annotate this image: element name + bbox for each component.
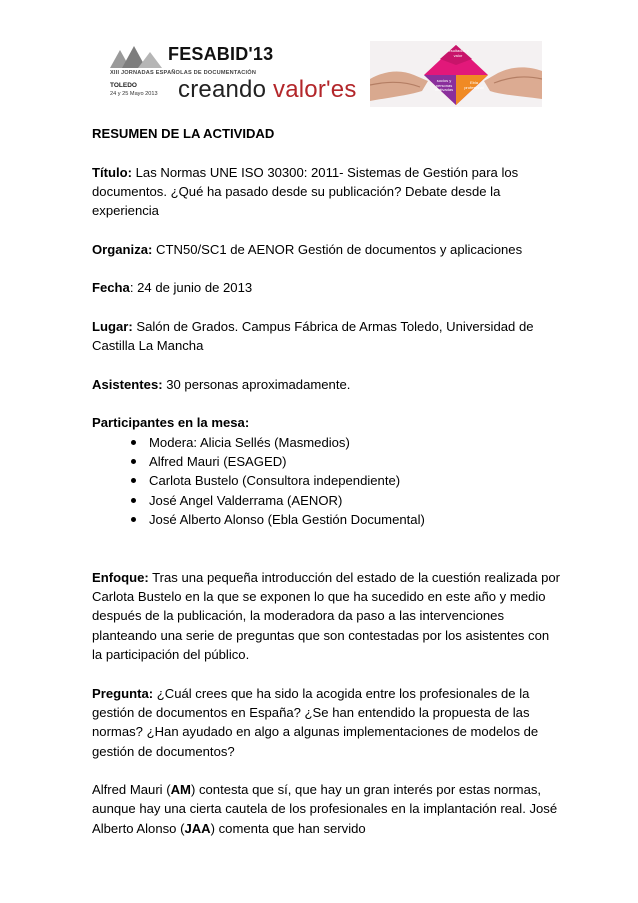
list-item: José Alberto Alonso (Ebla Gestión Documental): [149, 510, 562, 529]
blank-line: [92, 529, 562, 548]
logo-title: FESABID'13: [168, 44, 274, 64]
enfoque-text: Tras una pequeña introducción del estado de la cuestión realizada por Carlota Bustelo en la que se exponen lo que ha sucedido en este año y medio después de la publicación, la moderadora da paso a las intervenciones planteando una serie de preguntas que son contestadas por los asistentes con la participación del público.: [92, 569, 561, 663]
asistentes-text: 30 personas aproximadamente.: [162, 376, 351, 392]
organiza-paragraph: [92, 240, 562, 259]
fecha-text: : 24 de junio de 2013: [129, 280, 253, 296]
participantes-label: Participantes en la mesa:: [92, 415, 250, 431]
banner-label-2: socios y personas motivadas: [434, 78, 454, 92]
tagline-part-1: creando: [178, 76, 273, 103]
banner-label-1: resultados y valor: [447, 48, 469, 58]
banner-label-3: Ebla profesional: [464, 80, 484, 90]
event-header: [108, 38, 540, 110]
enfoque-label: Enfoque:: [92, 569, 149, 585]
pregunta-paragraph: [92, 684, 562, 761]
event-dates: 24 y 25 Mayo 2013: [110, 91, 158, 97]
tagline-part-2: valor'es: [273, 76, 357, 103]
jaa-abbrev: JAA: [184, 820, 211, 836]
participantes-section: [92, 413, 562, 529]
pregunta-label: Pregunta:: [92, 685, 154, 701]
titulo-paragraph: [92, 163, 562, 221]
respuesta-text-b: ) contesta que sí, que hay un gran interés por estas normas, aunque hay una cierta cautela de los profesionales en la implantación real. José Alberto Alonso (: [92, 782, 558, 836]
titulo-label: Título:: [92, 164, 132, 180]
asistentes-paragraph: [92, 375, 562, 394]
list-item: Alfred Mauri (ESAGED): [149, 452, 562, 471]
document-body: [92, 124, 562, 857]
hands-banner-image: [370, 41, 542, 107]
blank-line: [92, 549, 562, 568]
organiza-text: CTN50/SC1 de AENOR Gestión de documentos y aplicaciones: [152, 241, 523, 257]
fesabid-logo-icon: [110, 46, 166, 68]
lugar-paragraph: [92, 317, 562, 356]
organiza-label: Organiza:: [92, 241, 153, 257]
list-item: Carlota Bustelo (Consultora independiente): [149, 471, 562, 490]
fecha-paragraph: [92, 278, 562, 297]
respuesta-text-a: Alfred Mauri (: [92, 782, 171, 798]
list-item: Modera: Alicia Sellés (Masmedios): [149, 433, 562, 452]
event-tagline: [178, 76, 357, 104]
am-abbrev: AM: [170, 782, 191, 798]
respuesta-paragraph: [92, 780, 562, 838]
lugar-text: Salón de Grados. Campus Fábrica de Armas Toledo, Universidad de Castilla La Mancha: [92, 318, 534, 354]
enfoque-paragraph: [92, 568, 562, 664]
participants-list: [92, 433, 562, 529]
fecha-label: Fecha: [92, 280, 130, 296]
event-city: TOLEDO: [110, 82, 137, 89]
asistentes-label: Asistentes:: [92, 376, 163, 392]
respuesta-text-c: ) comenta que han servido: [210, 820, 366, 836]
logo-subtitle: XIII JORNADAS ESPAÑOLAS DE DOCUMENTACIÓN: [110, 70, 257, 76]
list-item: José Angel Valderrama (AENOR): [149, 491, 562, 510]
titulo-text: Las Normas UNE ISO 30300: 2011- Sistemas de Gestión para los documentos. ¿Qué ha pasado desde su publicación? Debate desde la experiencia: [92, 164, 519, 219]
lugar-label: Lugar:: [92, 318, 133, 334]
pregunta-text: ¿Cuál crees que ha sido la acogida entre los profesionales de la gestión de documentos en España? ¿Se han entendido la propuesta de las normas? ¿Han ayudado en algo a algunas implementaciones de modelos de gestión de documentos?: [92, 685, 539, 759]
summary-heading: RESUMEN DE LA ACTIVIDAD: [92, 126, 275, 141]
